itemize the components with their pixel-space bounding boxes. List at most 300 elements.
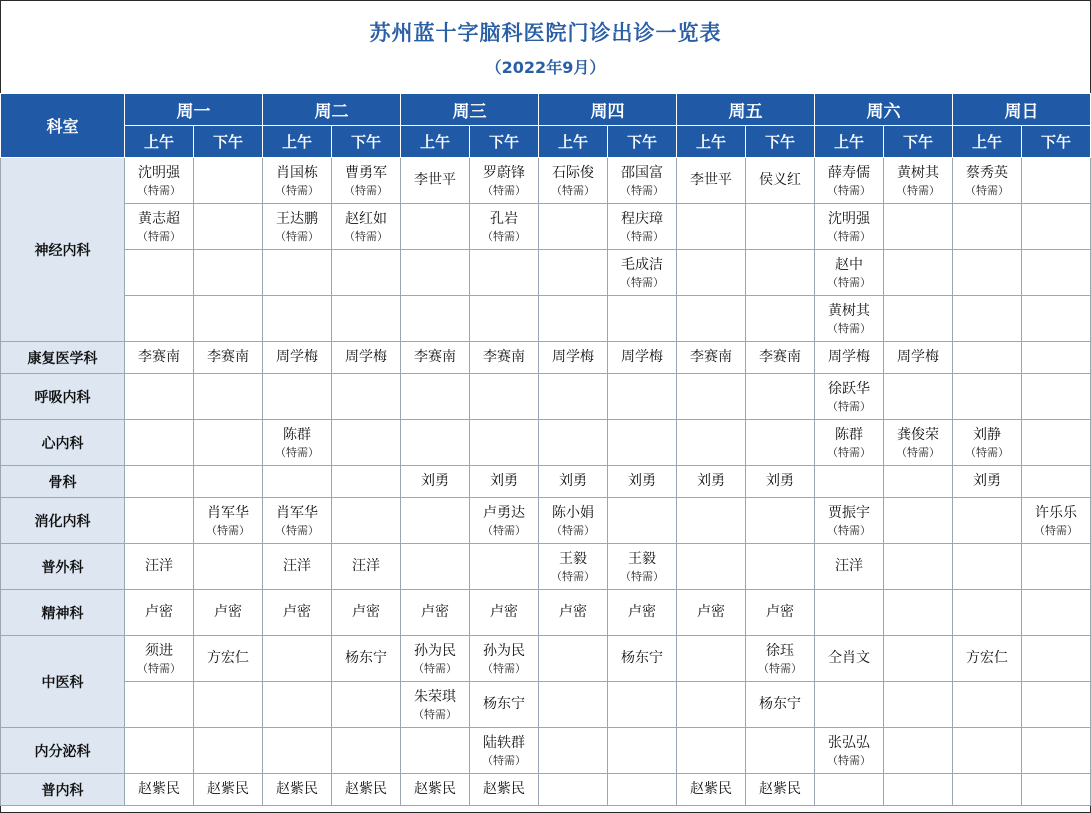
- special-clinic-tag: （特需）: [551, 183, 595, 197]
- doctor-name: 李世平: [690, 172, 732, 188]
- schedule-cell: [125, 728, 194, 774]
- special-clinic-tag: （特需）: [758, 661, 802, 675]
- special-clinic-tag: （特需）: [137, 661, 181, 675]
- schedule-cell: [608, 204, 677, 250]
- special-clinic-tag: （特需）: [620, 229, 664, 243]
- schedule-cell: [263, 204, 332, 250]
- schedule-cell: [539, 774, 608, 806]
- schedule-cell: [953, 728, 1022, 774]
- schedule-cell: [1022, 250, 1091, 296]
- schedule-cell: [608, 466, 677, 498]
- doctor-name: 徐珏: [766, 642, 794, 659]
- schedule-cell: [401, 374, 470, 420]
- day-header: 周四: [539, 94, 677, 126]
- schedule-cell: [884, 420, 953, 466]
- schedule-cell: [884, 774, 953, 806]
- doctor-name: 卢密: [766, 604, 794, 620]
- day-header: 周二: [263, 94, 401, 126]
- morning-header: 上午: [677, 126, 746, 158]
- special-clinic-tag: （特需）: [827, 321, 871, 335]
- doctor-name: 孙为民: [414, 642, 456, 659]
- schedule-cell: [401, 636, 470, 682]
- schedule-cell: [194, 296, 263, 342]
- doctor-name: 卢密: [145, 604, 173, 620]
- special-clinic-tag: （特需）: [620, 569, 664, 583]
- schedule-cell: [953, 682, 1022, 728]
- schedule-cell: [677, 204, 746, 250]
- doctor-name: 刘勇: [490, 473, 518, 489]
- doctor-name: 李赛南: [207, 349, 249, 365]
- schedule-cell: [194, 498, 263, 544]
- special-clinic-tag: （特需）: [413, 661, 457, 675]
- doctor-name: 方宏仁: [207, 650, 249, 666]
- morning-header: 上午: [953, 126, 1022, 158]
- schedule-cell: [263, 158, 332, 204]
- schedule-cell: [746, 636, 815, 682]
- afternoon-header: 下午: [746, 126, 815, 158]
- schedule-cell: [401, 158, 470, 204]
- doctor-name: 毛成洁: [621, 256, 663, 273]
- doctor-name: 周学梅: [345, 349, 387, 365]
- schedule-cell: [470, 544, 539, 590]
- afternoon-header: 下午: [884, 126, 953, 158]
- schedule-cell: [332, 158, 401, 204]
- schedule-cell: [608, 498, 677, 544]
- schedule-cell: [401, 682, 470, 728]
- schedule-cell: [401, 250, 470, 296]
- schedule-cell: [470, 728, 539, 774]
- schedule-cell: [539, 296, 608, 342]
- schedule-cell: [815, 682, 884, 728]
- special-clinic-tag: （特需）: [482, 183, 526, 197]
- doctor-name: 李赛南: [138, 349, 180, 365]
- doctor-name: 孙为民: [483, 642, 525, 659]
- day-header: 周日: [953, 94, 1091, 126]
- schedule-cell: [746, 728, 815, 774]
- doctor-name: 刘勇: [628, 473, 656, 489]
- special-clinic-tag: （特需）: [275, 523, 319, 537]
- schedule-cell: [263, 466, 332, 498]
- doctor-name: 王毅: [628, 550, 656, 567]
- doctor-name: 卢密: [352, 604, 380, 620]
- special-clinic-tag: （特需）: [827, 523, 871, 537]
- schedule-cell: [677, 682, 746, 728]
- schedule-cell: [263, 374, 332, 420]
- schedule-cell: [677, 590, 746, 636]
- doctor-name: 杨东宁: [345, 650, 387, 666]
- day-header: 周三: [401, 94, 539, 126]
- doctor-name: 李赛南: [690, 349, 732, 365]
- schedule-cell: [1022, 590, 1091, 636]
- schedule-cell: [815, 774, 884, 806]
- schedule-cell: [677, 544, 746, 590]
- schedule-cell: [677, 374, 746, 420]
- schedule-cell: [884, 466, 953, 498]
- table-row: [1, 544, 1091, 590]
- schedule-cell: [125, 466, 194, 498]
- schedule-cell: [884, 544, 953, 590]
- doctor-name: 赵紫民: [138, 781, 180, 797]
- day-header-row: [1, 94, 1091, 126]
- schedule-cell: [194, 342, 263, 374]
- special-clinic-tag: （特需）: [965, 183, 1009, 197]
- schedule-cell: [608, 774, 677, 806]
- schedule-cell: [746, 296, 815, 342]
- table-row: [1, 728, 1091, 774]
- schedule-table: [0, 93, 1091, 806]
- schedule-cell: [608, 296, 677, 342]
- schedule-cell: [953, 250, 1022, 296]
- day-header: 周一: [125, 94, 263, 126]
- special-clinic-tag: （特需）: [482, 523, 526, 537]
- schedule-cell: [263, 250, 332, 296]
- schedule-body: [1, 158, 1091, 806]
- doctor-name: 肖军华: [207, 504, 249, 521]
- schedule-cell: [953, 544, 1022, 590]
- schedule-cell: [746, 204, 815, 250]
- table-row: [1, 774, 1091, 806]
- department-name: 神经内科: [1, 158, 125, 342]
- special-clinic-tag: （特需）: [620, 275, 664, 289]
- table-row: [1, 636, 1091, 682]
- schedule-cell: [884, 158, 953, 204]
- doctor-name: 陆轶群: [483, 734, 525, 751]
- schedule-cell: [263, 590, 332, 636]
- doctor-name: 方宏仁: [966, 650, 1008, 666]
- day-header: 周五: [677, 94, 815, 126]
- schedule-cell: [470, 204, 539, 250]
- special-clinic-tag: （特需）: [137, 183, 181, 197]
- doctor-name: 徐跃华: [828, 380, 870, 397]
- schedule-cell: [125, 204, 194, 250]
- schedule-cell: [125, 374, 194, 420]
- schedule-cell: [815, 466, 884, 498]
- schedule-cell: [125, 296, 194, 342]
- schedule-cell: [746, 250, 815, 296]
- schedule-cell: [746, 682, 815, 728]
- special-clinic-tag: （特需）: [344, 183, 388, 197]
- doctor-name: 刘勇: [973, 473, 1001, 489]
- table-row: [1, 296, 1091, 342]
- doctor-name: 赵中: [835, 256, 863, 273]
- schedule-cell: [1022, 544, 1091, 590]
- doctor-name: 李赛南: [414, 349, 456, 365]
- afternoon-header: 下午: [332, 126, 401, 158]
- schedule-cell: [677, 250, 746, 296]
- schedule-cell: [194, 466, 263, 498]
- special-clinic-tag: （特需）: [482, 661, 526, 675]
- schedule-cell: [470, 296, 539, 342]
- schedule-cell: [677, 774, 746, 806]
- doctor-name: 黄志超: [138, 210, 180, 227]
- schedule-cell: [125, 774, 194, 806]
- doctor-name: 邵国富: [621, 164, 663, 181]
- doctor-name: 卢密: [559, 604, 587, 620]
- table-row: [1, 420, 1091, 466]
- afternoon-header: 下午: [470, 126, 539, 158]
- schedule-cell: [815, 590, 884, 636]
- special-clinic-tag: （特需）: [965, 445, 1009, 459]
- department-name: 普内科: [1, 774, 125, 806]
- morning-header: 上午: [401, 126, 470, 158]
- schedule-cell: [677, 636, 746, 682]
- table-row: [1, 374, 1091, 420]
- doctor-name: 蔡秀英: [966, 164, 1008, 181]
- schedule-cell: [608, 374, 677, 420]
- page-subtitle: （2022年9月）: [485, 58, 606, 77]
- schedule-cell: [125, 250, 194, 296]
- schedule-cell: [608, 342, 677, 374]
- schedule-cell: [539, 466, 608, 498]
- doctor-name: 赵紫民: [345, 781, 387, 797]
- doctor-name: 卢密: [421, 604, 449, 620]
- doctor-name: 卢密: [490, 604, 518, 620]
- doctor-name: 赵紫民: [759, 781, 801, 797]
- doctor-name: 侯义红: [759, 172, 801, 188]
- schedule-cell: [332, 296, 401, 342]
- special-clinic-tag: （特需）: [551, 569, 595, 583]
- schedule-cell: [194, 590, 263, 636]
- doctor-name: 贾振宇: [828, 504, 870, 521]
- schedule-cell: [608, 636, 677, 682]
- schedule-cell: [125, 682, 194, 728]
- schedule-cell: [401, 544, 470, 590]
- special-clinic-tag: （特需）: [275, 445, 319, 459]
- doctor-name: 陈群: [283, 426, 311, 443]
- schedule-cell: [332, 774, 401, 806]
- schedule-cell: [884, 296, 953, 342]
- schedule-cell: [746, 498, 815, 544]
- schedule-cell: [332, 342, 401, 374]
- schedule-cell: [884, 728, 953, 774]
- doctor-name: 程庆璋: [621, 210, 663, 227]
- dept-column-header: 科室: [1, 94, 125, 158]
- schedule-cell: [263, 498, 332, 544]
- special-clinic-tag: （特需）: [827, 229, 871, 243]
- doctor-name: 刘勇: [421, 473, 449, 489]
- day-header: 周六: [815, 94, 953, 126]
- schedule-cell: [263, 420, 332, 466]
- schedule-cell: [1022, 204, 1091, 250]
- department-name: 心内科: [1, 420, 125, 466]
- schedule-cell: [125, 498, 194, 544]
- schedule-cell: [608, 682, 677, 728]
- doctor-name: 杨东宁: [759, 696, 801, 712]
- doctor-name: 杨东宁: [483, 696, 525, 712]
- schedule-cell: [953, 158, 1022, 204]
- doctor-name: 龚俊荣: [897, 426, 939, 443]
- doctor-name: 赵紫民: [690, 781, 732, 797]
- schedule-cell: [539, 544, 608, 590]
- doctor-name: 卢密: [283, 604, 311, 620]
- schedule-cell: [884, 682, 953, 728]
- schedule-cell: [953, 420, 1022, 466]
- special-clinic-tag: （特需）: [137, 229, 181, 243]
- doctor-name: 赵紫民: [276, 781, 318, 797]
- schedule-cell: [470, 636, 539, 682]
- schedule-cell: [401, 498, 470, 544]
- schedule-cell: [746, 420, 815, 466]
- schedule-cell: [953, 374, 1022, 420]
- table-row: [1, 250, 1091, 296]
- doctor-name: 刘静: [973, 426, 1001, 443]
- doctor-name: 薛寿儒: [828, 164, 870, 181]
- department-name: 呼吸内科: [1, 374, 125, 420]
- afternoon-header: 下午: [1022, 126, 1091, 158]
- schedule-cell: [815, 204, 884, 250]
- schedule-cell: [815, 498, 884, 544]
- schedule-cell: [884, 250, 953, 296]
- schedule-cell: [332, 498, 401, 544]
- schedule-cell: [332, 636, 401, 682]
- special-clinic-tag: （特需）: [344, 229, 388, 243]
- schedule-cell: [470, 342, 539, 374]
- doctor-name: 赵紫民: [483, 781, 525, 797]
- schedule-cell: [470, 250, 539, 296]
- schedule-cell: [815, 250, 884, 296]
- doctor-name: 刘勇: [559, 473, 587, 489]
- schedule-cell: [263, 728, 332, 774]
- schedule-cell: [608, 158, 677, 204]
- doctor-name: 卢密: [628, 604, 656, 620]
- half-day-header-row: [1, 126, 1091, 158]
- schedule-cell: [539, 374, 608, 420]
- schedule-cell: [125, 590, 194, 636]
- schedule-cell: [332, 590, 401, 636]
- schedule-cell: [1022, 774, 1091, 806]
- schedule-cell: [539, 204, 608, 250]
- special-clinic-tag: （特需）: [275, 183, 319, 197]
- doctor-name: 汪洋: [283, 558, 311, 574]
- schedule-cell: [332, 204, 401, 250]
- schedule-cell: [677, 296, 746, 342]
- doctor-name: 卢密: [214, 604, 242, 620]
- doctor-name: 杨东宁: [621, 650, 663, 666]
- schedule-cell: [746, 374, 815, 420]
- schedule-cell: [194, 774, 263, 806]
- schedule-cell: [194, 374, 263, 420]
- schedule-cell: [470, 498, 539, 544]
- schedule-cell: [539, 342, 608, 374]
- schedule-cell: [125, 158, 194, 204]
- special-clinic-tag: （特需）: [551, 523, 595, 537]
- doctor-name: 石际俊: [552, 164, 594, 181]
- schedule-cell: [401, 296, 470, 342]
- schedule-cell: [746, 544, 815, 590]
- schedule-cell: [953, 636, 1022, 682]
- doctor-name: 肖军华: [276, 504, 318, 521]
- doctor-name: 周学梅: [552, 349, 594, 365]
- schedule-cell: [884, 342, 953, 374]
- doctor-name: 王毅: [559, 550, 587, 567]
- schedule-cell: [608, 250, 677, 296]
- schedule-cell: [884, 498, 953, 544]
- schedule-cell: [125, 342, 194, 374]
- schedule-cell: [263, 296, 332, 342]
- schedule-cell: [953, 466, 1022, 498]
- schedule-cell: [401, 590, 470, 636]
- schedule-cell: [1022, 374, 1091, 420]
- schedule-cell: [194, 682, 263, 728]
- doctor-name: 陈小娟: [552, 504, 594, 521]
- schedule-cell: [953, 204, 1022, 250]
- doctor-name: 孔岩: [490, 210, 518, 227]
- schedule-cell: [470, 158, 539, 204]
- doctor-name: 罗蔚锋: [483, 164, 525, 181]
- schedule-cell: [815, 296, 884, 342]
- schedule-cell: [1022, 158, 1091, 204]
- special-clinic-tag: （特需）: [896, 445, 940, 459]
- schedule-cell: [263, 636, 332, 682]
- schedule-cell: [539, 636, 608, 682]
- schedule-cell: [1022, 682, 1091, 728]
- afternoon-header: 下午: [608, 126, 677, 158]
- doctor-name: 周学梅: [828, 349, 870, 365]
- doctor-name: 许乐乐: [1035, 504, 1077, 521]
- schedule-cell: [539, 498, 608, 544]
- schedule-cell: [953, 498, 1022, 544]
- schedule-cell: [401, 420, 470, 466]
- schedule-cell: [1022, 342, 1091, 374]
- schedule-cell: [884, 590, 953, 636]
- schedule-cell: [539, 590, 608, 636]
- department-name: 普外科: [1, 544, 125, 590]
- schedule-cell: [194, 250, 263, 296]
- doctor-name: 李世平: [414, 172, 456, 188]
- doctor-name: 须进: [145, 642, 173, 659]
- department-name: 骨科: [1, 466, 125, 498]
- doctor-name: 黄树其: [897, 164, 939, 181]
- table-row: [1, 204, 1091, 250]
- doctor-name: 卢勇达: [483, 504, 525, 521]
- schedule-cell: [263, 342, 332, 374]
- schedule-cell: [332, 250, 401, 296]
- afternoon-header: 下午: [194, 126, 263, 158]
- schedule-cell: [263, 544, 332, 590]
- schedule-cell: [401, 728, 470, 774]
- schedule-cell: [815, 342, 884, 374]
- morning-header: 上午: [125, 126, 194, 158]
- doctor-name: 赵紫民: [414, 781, 456, 797]
- schedule-cell: [1022, 420, 1091, 466]
- doctor-name: 张弘弘: [828, 734, 870, 751]
- schedule-cell: [815, 420, 884, 466]
- doctor-name: 赵紫民: [207, 781, 249, 797]
- special-clinic-tag: （特需）: [827, 275, 871, 289]
- special-clinic-tag: （特需）: [206, 523, 250, 537]
- morning-header: 上午: [263, 126, 332, 158]
- schedule-cell: [125, 544, 194, 590]
- table-row: [1, 466, 1091, 498]
- table-row: [1, 590, 1091, 636]
- department-name: 内分泌科: [1, 728, 125, 774]
- doctor-name: 周学梅: [897, 349, 939, 365]
- schedule-cell: [608, 420, 677, 466]
- page-title: 苏州蓝十字脑科医院门诊出诊一览表: [369, 21, 722, 45]
- schedule-cell: [746, 774, 815, 806]
- special-clinic-tag: （特需）: [827, 753, 871, 767]
- schedule-cell: [194, 204, 263, 250]
- special-clinic-tag: （特需）: [827, 445, 871, 459]
- doctor-name: 周学梅: [276, 349, 318, 365]
- table-row: [1, 498, 1091, 544]
- schedule-cell: [746, 590, 815, 636]
- doctor-name: 朱荣琪: [414, 688, 456, 705]
- schedule-cell: [815, 374, 884, 420]
- schedule-cell: [608, 544, 677, 590]
- schedule-cell: [125, 420, 194, 466]
- schedule-cell: [677, 466, 746, 498]
